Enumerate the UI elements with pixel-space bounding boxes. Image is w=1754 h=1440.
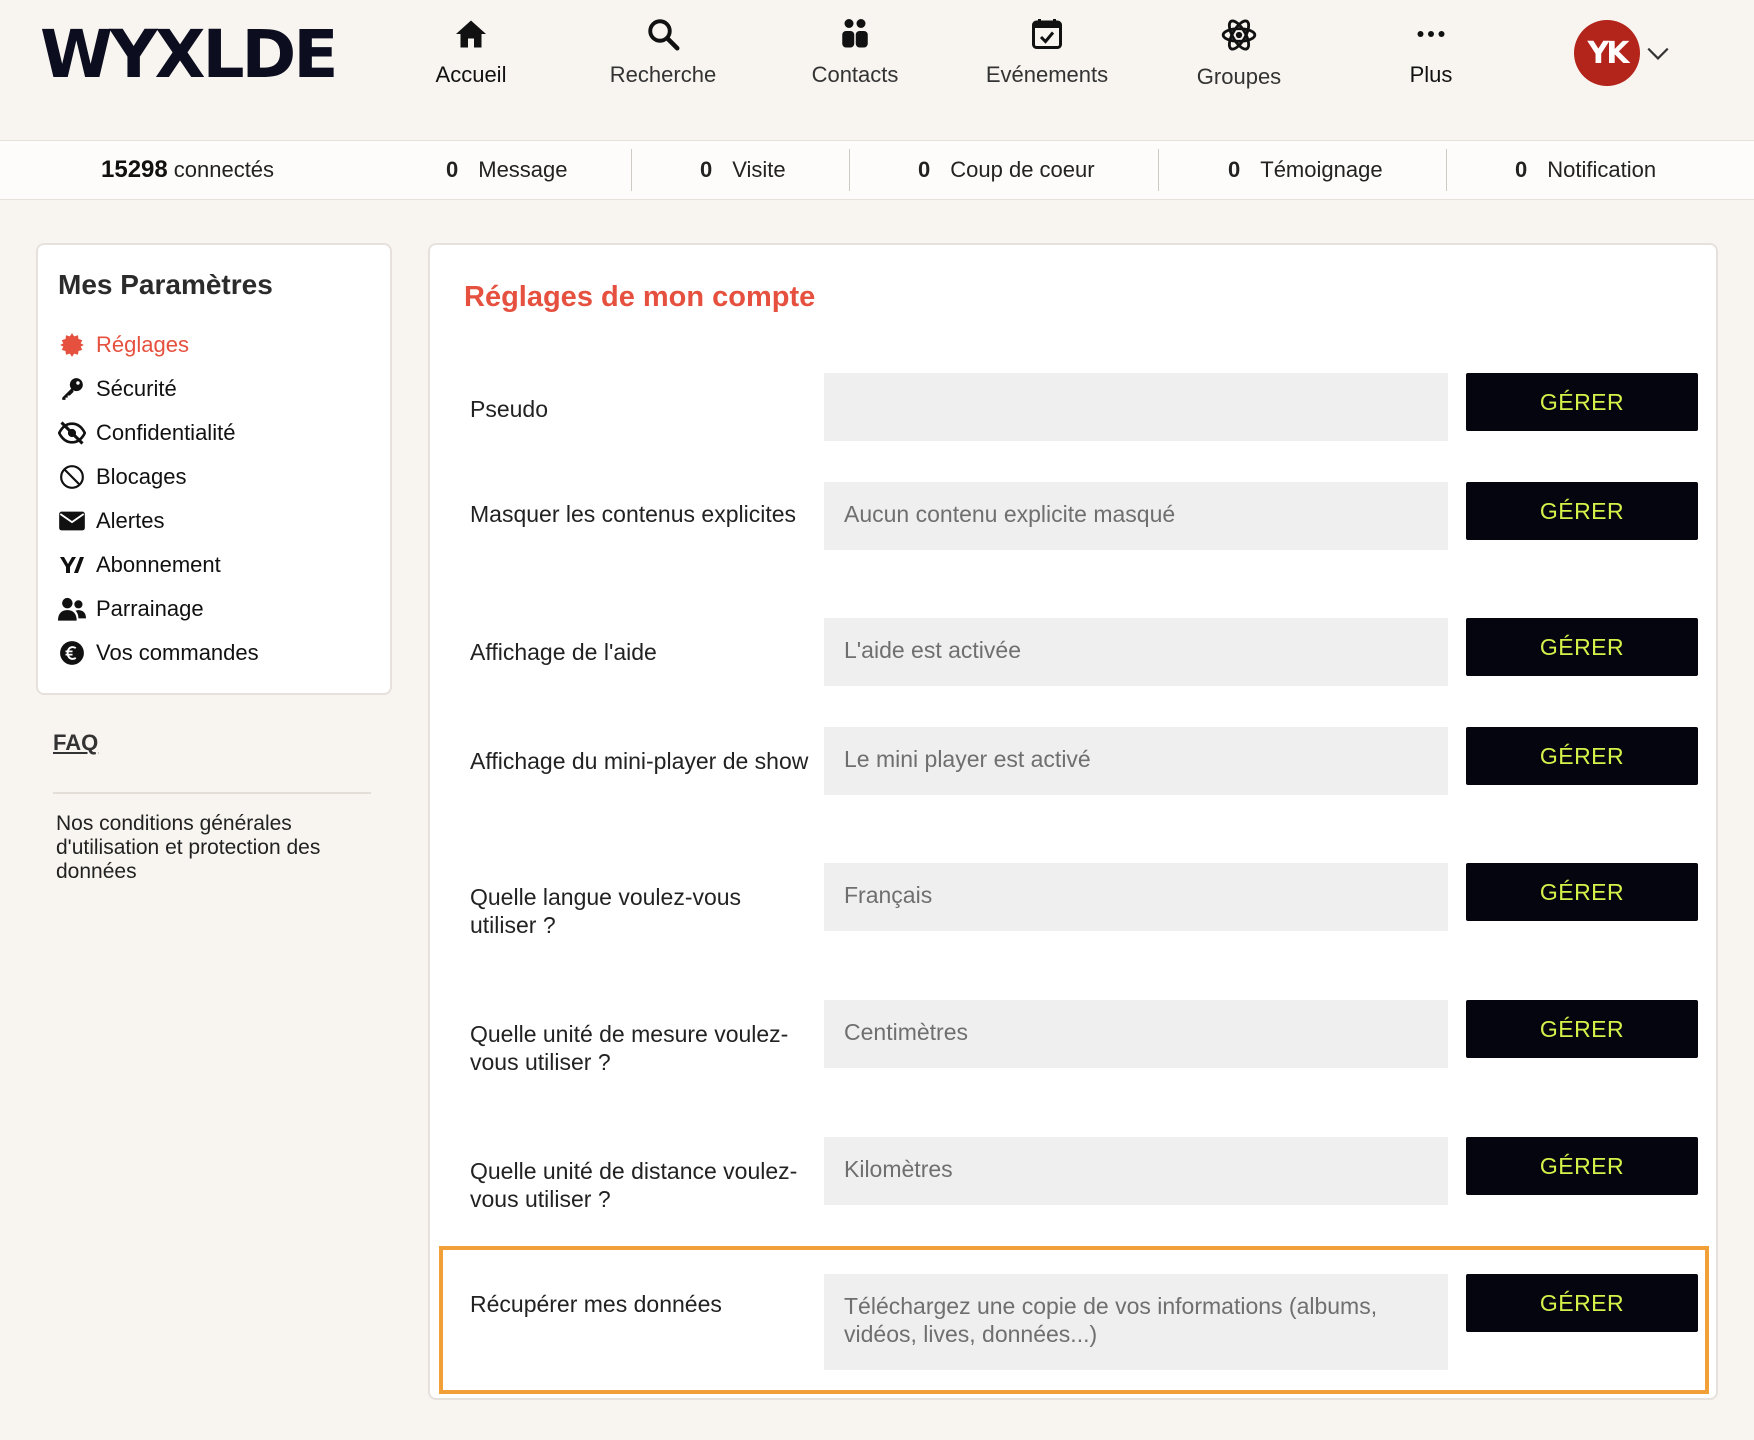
top-navigation (0, 0, 1754, 140)
manage-measure-unit-button[interactable]: GÉRER (1466, 1000, 1698, 1058)
manage-data-export-button[interactable]: GÉRER (1466, 1274, 1698, 1332)
setting-value-field: Kilomètres (824, 1137, 1448, 1205)
setting-value-field: Le mini player est activé (824, 727, 1448, 795)
contacts-icon (837, 16, 873, 52)
home-icon (453, 16, 489, 52)
sidebar-item-label: Alertes (96, 508, 165, 533)
settings-sidebar (36, 243, 392, 695)
setting-label: Affichage de l'aide (470, 639, 657, 665)
setting-value-field: Français (824, 863, 1448, 931)
search-icon (645, 16, 681, 52)
sidebar-item-label: Parrainage (96, 596, 204, 621)
divider (1158, 149, 1159, 191)
stat-label: Coup de coeur (950, 157, 1095, 182)
nav-evenements[interactable] (957, 16, 1137, 106)
sidebar-item-label: Confidentialité (96, 420, 236, 445)
stat-count: 0 (446, 157, 459, 182)
sidebar-item-label: Abonnement (96, 552, 221, 577)
setting-label: Récupérer mes données (470, 1291, 722, 1317)
online-count: 15298 (101, 156, 168, 183)
eye-slash-icon (58, 419, 86, 447)
sidebar-item-confidentialite[interactable] (58, 411, 259, 455)
sidebar-item-abonnement[interactable] (58, 543, 259, 587)
manage-mini-player-button[interactable]: GÉRER (1466, 727, 1698, 785)
online-label: connectés (173, 157, 275, 182)
stat-label: Témoignage (1260, 157, 1383, 182)
brand-icon (58, 551, 86, 579)
divider (1446, 149, 1447, 191)
divider (631, 149, 632, 191)
key-icon (58, 375, 86, 403)
stat-label: Message (478, 157, 568, 182)
sidebar-item-alertes[interactable] (58, 499, 259, 543)
user-avatar[interactable]: YK (1574, 20, 1640, 86)
chevron-down-icon[interactable] (1645, 40, 1671, 66)
stat-messages[interactable] (446, 141, 568, 199)
stat-count: 0 (700, 157, 713, 182)
activity-stats-bar (0, 140, 1754, 200)
setting-label: Masquer les contenus explicites (470, 501, 796, 527)
stat-count: 0 (918, 157, 931, 182)
sidebar-item-blocages[interactable] (58, 455, 259, 499)
wyylde-logo[interactable]: WYXLDE (40, 16, 336, 93)
sidebar-item-commandes[interactable] (58, 631, 259, 675)
stat-count: 0 (1228, 157, 1241, 182)
stat-label: Notification (1547, 157, 1657, 182)
manage-pseudo-button[interactable]: GÉRER (1466, 373, 1698, 431)
page-title: Réglages de mon compte (464, 281, 816, 313)
nav-accueil[interactable] (381, 16, 561, 106)
setting-value-field: Centimètres (824, 1000, 1448, 1068)
nav-plus[interactable] (1341, 16, 1521, 106)
sidebar-item-securite[interactable] (58, 367, 259, 411)
sidebar-item-parrainage[interactable] (58, 587, 259, 631)
nav-recherche[interactable] (573, 16, 753, 106)
euro-icon (58, 639, 86, 667)
atom-icon (1220, 16, 1258, 54)
sidebar-item-reglages[interactable] (58, 323, 259, 367)
divider (849, 149, 850, 191)
setting-value-field: Aucun contenu explicite masqué (824, 482, 1448, 550)
terms-link[interactable]: Nos conditions générales d'utilisation et protection des données (56, 812, 321, 883)
faq-link[interactable]: FAQ (53, 730, 99, 755)
nav-label: Recherche (609, 62, 717, 87)
manage-help-button[interactable]: GÉRER (1466, 618, 1698, 676)
envelope-icon (58, 507, 86, 535)
sidebar-item-label: Blocages (96, 464, 187, 489)
setting-value-field: L'aide est activée (824, 618, 1448, 686)
stat-visites[interactable] (700, 141, 786, 199)
setting-label: Pseudo (470, 396, 549, 422)
users-icon (58, 595, 86, 623)
stat-coup-de-coeur[interactable] (918, 141, 1095, 199)
sidebar-title: Mes Paramètres (58, 269, 273, 300)
nav-label: Plus (1409, 62, 1453, 87)
sidebar-item-label: Vos commandes (96, 640, 259, 665)
stat-count: 0 (1515, 157, 1528, 182)
nav-label: Evénements (985, 62, 1109, 87)
setting-label: Quelle unité de mesure voulez-vous utiliser ? (470, 1021, 789, 1075)
stat-notifications[interactable] (1515, 141, 1656, 199)
nav-contacts[interactable] (765, 16, 945, 106)
manage-language-button[interactable]: GÉRER (1466, 863, 1698, 921)
sidebar-item-label: Réglages (96, 332, 189, 357)
setting-label: Affichage du mini-player de show (470, 748, 809, 774)
online-counter (101, 141, 274, 199)
setting-label: Quelle unité de distance voulez-vous utiliser ? (470, 1158, 798, 1212)
nav-label: Contacts (811, 62, 899, 87)
sidebar-item-label: Sécurité (96, 376, 177, 401)
nav-label: Accueil (435, 62, 507, 87)
gear-icon (58, 331, 86, 359)
more-icon (1413, 16, 1449, 52)
stat-temoignages[interactable] (1228, 141, 1383, 199)
nav-label: Groupes (1196, 64, 1282, 89)
calendar-icon (1029, 16, 1065, 52)
divider (53, 792, 371, 794)
nav-groupes[interactable] (1149, 16, 1329, 106)
setting-value-field (824, 373, 1448, 441)
manage-explicit-content-button[interactable]: GÉRER (1466, 482, 1698, 540)
account-settings-panel (428, 243, 1718, 1400)
setting-value-field: Téléchargez une copie de vos informations (albums, vidéos, lives, données...) (824, 1274, 1448, 1370)
setting-label: Quelle langue voulez-vous utiliser ? (470, 884, 742, 938)
manage-distance-unit-button[interactable]: GÉRER (1466, 1137, 1698, 1195)
block-icon (58, 463, 86, 491)
sidebar-menu (58, 323, 259, 675)
stat-label: Visite (732, 157, 786, 182)
